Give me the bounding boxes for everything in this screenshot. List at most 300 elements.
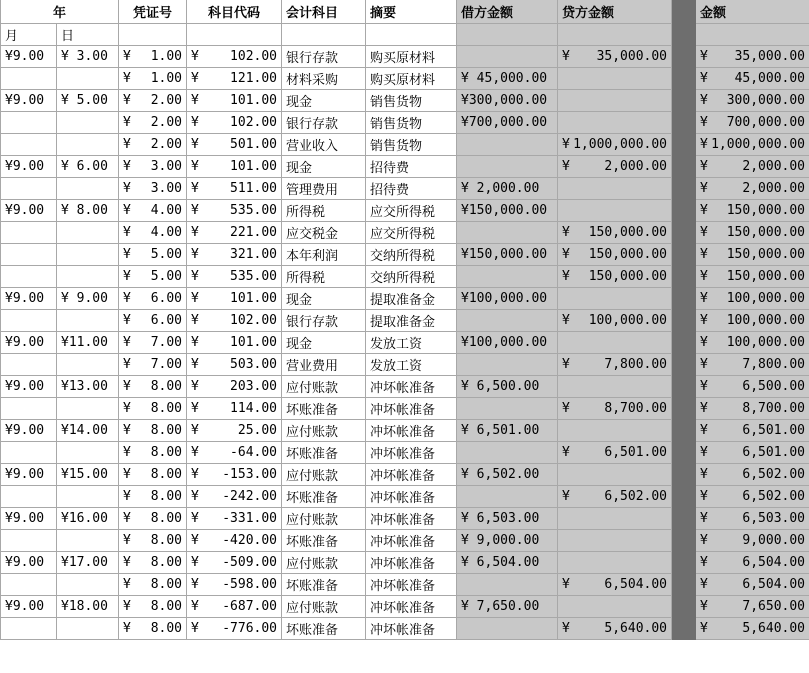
cell-month[interactable] <box>1 617 57 639</box>
cell-amount[interactable] <box>696 573 809 595</box>
cell-amount-value: 6,504.00 <box>742 576 806 592</box>
currency-symbol: ¥ <box>191 378 199 394</box>
cell-summary[interactable]: 应交所得税 <box>366 221 457 243</box>
cell-month[interactable]: ¥9.00 <box>1 419 57 441</box>
cell-voucher[interactable] <box>119 485 187 507</box>
cell-voucher[interactable] <box>119 397 187 419</box>
cell-summary[interactable]: 提取准备金 <box>366 309 457 331</box>
cell-month[interactable]: ¥9.00 <box>1 287 57 309</box>
cell-code[interactable] <box>187 507 282 529</box>
cell-account[interactable]: 应付账款 <box>282 507 366 529</box>
cell-summary[interactable]: 冲坏帐准备 <box>366 375 457 397</box>
cell-debit[interactable]: ¥150,000.00 <box>457 243 558 265</box>
cell-month[interactable]: ¥9.00 <box>1 375 57 397</box>
cell-debit[interactable]: ¥300,000.00 <box>457 89 558 111</box>
cell-month[interactable] <box>1 485 57 507</box>
cell-voucher[interactable] <box>119 265 187 287</box>
cell-credit[interactable] <box>558 507 672 529</box>
cell-day[interactable]: ¥11.00 <box>57 331 119 353</box>
cell-summary[interactable]: 冲坏帐准备 <box>366 485 457 507</box>
cell-month[interactable]: ¥9.00 <box>1 199 57 221</box>
cell-code[interactable] <box>187 67 282 89</box>
cell-account[interactable]: 营业收入 <box>282 133 366 155</box>
cell-code[interactable] <box>187 617 282 639</box>
cell-credit[interactable] <box>558 617 672 639</box>
cell-amount[interactable] <box>696 67 809 89</box>
cell-code[interactable] <box>187 133 282 155</box>
cell-credit[interactable] <box>558 595 672 617</box>
ledger-row <box>1 375 809 397</box>
cell-debit[interactable]: ¥150,000.00 <box>457 199 558 221</box>
cell-amount[interactable] <box>696 265 809 287</box>
empty-cell[interactable] <box>119 23 187 45</box>
cell-day[interactable] <box>57 485 119 507</box>
cell-summary[interactable]: 发放工资 <box>366 331 457 353</box>
cell-amount[interactable] <box>696 89 809 111</box>
cell-day[interactable]: ¥18.00 <box>57 595 119 617</box>
cell-credit[interactable] <box>558 353 672 375</box>
empty-cell[interactable] <box>457 23 558 45</box>
cell-amount[interactable] <box>696 595 809 617</box>
currency-symbol: ¥ <box>700 598 708 614</box>
cell-code[interactable] <box>187 573 282 595</box>
cell-amount[interactable] <box>696 331 809 353</box>
header-account[interactable]: 会计科目 <box>282 0 366 23</box>
currency-symbol: ¥ <box>123 114 131 130</box>
cell-month[interactable]: ¥9.00 <box>1 595 57 617</box>
cell-amount[interactable] <box>696 221 809 243</box>
currency-symbol: ¥ <box>700 92 708 108</box>
cell-voucher[interactable] <box>119 221 187 243</box>
cell-voucher[interactable] <box>119 573 187 595</box>
cell-debit[interactable] <box>457 45 558 67</box>
cell-credit-value: 150,000.00 <box>588 224 668 240</box>
cell-account[interactable]: 应付账款 <box>282 463 366 485</box>
cell-amount[interactable] <box>696 177 809 199</box>
cell-voucher[interactable] <box>119 45 187 67</box>
cell-amount[interactable] <box>696 111 809 133</box>
cell-summary[interactable]: 冲坏帐准备 <box>366 419 457 441</box>
cell-amount[interactable] <box>696 529 809 551</box>
cell-month[interactable]: ¥9.00 <box>1 507 57 529</box>
cell-day[interactable]: ¥ 8.00 <box>57 199 119 221</box>
cell-code[interactable] <box>187 111 282 133</box>
cell-day[interactable] <box>57 529 119 551</box>
cell-day[interactable]: ¥13.00 <box>57 375 119 397</box>
cell-code[interactable] <box>187 331 282 353</box>
cell-code[interactable] <box>187 441 282 463</box>
cell-amount[interactable] <box>696 485 809 507</box>
empty-cell[interactable] <box>558 23 672 45</box>
cell-debit[interactable] <box>457 309 558 331</box>
currency-symbol: ¥ <box>191 268 199 284</box>
cell-month[interactable] <box>1 265 57 287</box>
cell-account[interactable]: 现金 <box>282 89 366 111</box>
cell-voucher[interactable] <box>119 463 187 485</box>
cell-voucher[interactable] <box>119 111 187 133</box>
cell-summary[interactable]: 销售货物 <box>366 133 457 155</box>
empty-cell[interactable] <box>366 23 457 45</box>
cell-debit[interactable] <box>457 155 558 177</box>
cell-day[interactable] <box>57 353 119 375</box>
cell-summary[interactable]: 冲坏帐准备 <box>366 463 457 485</box>
cell-amount[interactable] <box>696 155 809 177</box>
cell-account[interactable]: 银行存款 <box>282 111 366 133</box>
cell-credit[interactable] <box>558 375 672 397</box>
cell-credit[interactable] <box>558 265 672 287</box>
cell-month[interactable]: ¥9.00 <box>1 331 57 353</box>
cell-credit[interactable] <box>558 155 672 177</box>
cell-code[interactable] <box>187 309 282 331</box>
cell-day[interactable] <box>57 177 119 199</box>
cell-account[interactable]: 银行存款 <box>282 309 366 331</box>
cell-account[interactable]: 坏账准备 <box>282 529 366 551</box>
currency-symbol: ¥ <box>123 554 131 570</box>
cell-month[interactable]: ¥9.00 <box>1 155 57 177</box>
cell-code[interactable] <box>187 89 282 111</box>
cell-account[interactable]: 材料采购 <box>282 67 366 89</box>
column-separator <box>672 23 696 45</box>
cell-credit[interactable] <box>558 551 672 573</box>
cell-voucher[interactable] <box>119 199 187 221</box>
cell-month[interactable]: ¥9.00 <box>1 551 57 573</box>
cell-account[interactable]: 现金 <box>282 155 366 177</box>
currency-symbol: ¥ <box>562 400 570 416</box>
cell-credit[interactable] <box>558 485 672 507</box>
cell-summary[interactable]: 冲坏帐准备 <box>366 551 457 573</box>
cell-amount-value: 6,502.00 <box>742 466 806 482</box>
cell-debit[interactable]: ¥700,000.00 <box>457 111 558 133</box>
cell-debit[interactable] <box>457 133 558 155</box>
cell-debit[interactable]: ¥ 7,650.00 <box>457 595 558 617</box>
cell-month[interactable]: ¥9.00 <box>1 463 57 485</box>
cell-day[interactable] <box>57 243 119 265</box>
currency-symbol: ¥ <box>191 136 199 152</box>
currency-symbol: ¥ <box>700 158 708 174</box>
cell-account[interactable]: 坏账准备 <box>282 573 366 595</box>
cell-summary[interactable]: 招待费 <box>366 177 457 199</box>
cell-debit[interactable] <box>457 353 558 375</box>
cell-voucher[interactable] <box>119 89 187 111</box>
cell-code[interactable] <box>187 45 282 67</box>
cell-day[interactable] <box>57 573 119 595</box>
cell-debit[interactable]: ¥ 45,000.00 <box>457 67 558 89</box>
cell-account[interactable]: 应付账款 <box>282 375 366 397</box>
cell-credit[interactable] <box>558 309 672 331</box>
cell-credit[interactable] <box>558 441 672 463</box>
cell-credit[interactable] <box>558 287 672 309</box>
cell-amount-value: 8,700.00 <box>742 400 806 416</box>
cell-month[interactable] <box>1 221 57 243</box>
cell-debit[interactable]: ¥ 6,503.00 <box>457 507 558 529</box>
cell-credit[interactable] <box>558 419 672 441</box>
cell-amount[interactable] <box>696 243 809 265</box>
cell-day[interactable] <box>57 441 119 463</box>
empty-cell[interactable] <box>282 23 366 45</box>
cell-account[interactable]: 应付账款 <box>282 551 366 573</box>
cell-credit[interactable] <box>558 89 672 111</box>
cell-voucher[interactable] <box>119 287 187 309</box>
cell-summary[interactable]: 冲坏帐准备 <box>366 595 457 617</box>
cell-summary[interactable]: 发放工资 <box>366 353 457 375</box>
cell-summary[interactable]: 交纳所得税 <box>366 243 457 265</box>
cell-debit[interactable]: ¥100,000.00 <box>457 287 558 309</box>
cell-code[interactable] <box>187 221 282 243</box>
cell-amount[interactable] <box>696 617 809 639</box>
cell-voucher[interactable] <box>119 441 187 463</box>
cell-amount[interactable] <box>696 353 809 375</box>
cell-voucher[interactable] <box>119 419 187 441</box>
cell-code[interactable] <box>187 419 282 441</box>
cell-month[interactable] <box>1 441 57 463</box>
cell-credit[interactable] <box>558 45 672 67</box>
currency-symbol: ¥ <box>700 114 708 130</box>
cell-debit[interactable]: ¥ 6,504.00 <box>457 551 558 573</box>
cell-code[interactable] <box>187 243 282 265</box>
cell-amount[interactable] <box>696 397 809 419</box>
cell-account[interactable]: 本年利润 <box>282 243 366 265</box>
cell-month[interactable] <box>1 397 57 419</box>
cell-month[interactable]: ¥9.00 <box>1 45 57 67</box>
cell-code[interactable] <box>187 375 282 397</box>
cell-voucher-value: 7.00 <box>150 356 183 372</box>
cell-month[interactable] <box>1 67 57 89</box>
cell-debit[interactable] <box>457 221 558 243</box>
cell-summary[interactable]: 购买原材料 <box>366 45 457 67</box>
cell-code[interactable] <box>187 353 282 375</box>
cell-account[interactable]: 坏账准备 <box>282 397 366 419</box>
cell-month[interactable] <box>1 177 57 199</box>
cell-account[interactable]: 银行存款 <box>282 45 366 67</box>
cell-debit[interactable]: ¥ 6,501.00 <box>457 419 558 441</box>
cell-code[interactable] <box>187 485 282 507</box>
cell-voucher[interactable] <box>119 353 187 375</box>
cell-code-value: 203.00 <box>230 378 278 394</box>
cell-account[interactable]: 现金 <box>282 331 366 353</box>
cell-voucher-value: 4.00 <box>150 202 183 218</box>
cell-summary[interactable]: 冲坏帐准备 <box>366 529 457 551</box>
cell-credit[interactable] <box>558 529 672 551</box>
cell-day[interactable]: ¥ 9.00 <box>57 287 119 309</box>
currency-symbol: ¥ <box>123 488 131 504</box>
cell-debit[interactable]: ¥100,000.00 <box>457 331 558 353</box>
cell-voucher[interactable] <box>119 595 187 617</box>
cell-month[interactable] <box>1 111 57 133</box>
cell-month[interactable] <box>1 353 57 375</box>
cell-summary[interactable]: 购买原材料 <box>366 67 457 89</box>
cell-amount[interactable] <box>696 199 809 221</box>
cell-summary[interactable]: 销售货物 <box>366 89 457 111</box>
cell-voucher[interactable] <box>119 155 187 177</box>
cell-debit[interactable] <box>457 441 558 463</box>
currency-symbol: ¥ <box>123 48 131 64</box>
cell-account[interactable]: 坏账准备 <box>282 441 366 463</box>
cell-account[interactable]: 坏账准备 <box>282 485 366 507</box>
cell-code[interactable] <box>187 529 282 551</box>
cell-voucher[interactable] <box>119 551 187 573</box>
cell-day[interactable]: ¥15.00 <box>57 463 119 485</box>
cell-credit[interactable] <box>558 133 672 155</box>
cell-credit[interactable] <box>558 67 672 89</box>
cell-summary[interactable]: 冲坏帐准备 <box>366 573 457 595</box>
cell-code[interactable] <box>187 595 282 617</box>
cell-amount[interactable] <box>696 287 809 309</box>
cell-voucher[interactable] <box>119 331 187 353</box>
cell-day[interactable] <box>57 67 119 89</box>
header-credit[interactable]: 贷方金额 <box>558 0 672 23</box>
cell-voucher[interactable] <box>119 309 187 331</box>
currency-symbol: ¥ <box>700 224 708 240</box>
header-month[interactable]: 月 <box>1 23 57 45</box>
cell-debit[interactable] <box>457 265 558 287</box>
cell-month[interactable] <box>1 133 57 155</box>
cell-day[interactable]: ¥ 3.00 <box>57 45 119 67</box>
column-separator <box>672 199 696 221</box>
cell-day[interactable] <box>57 309 119 331</box>
cell-summary[interactable]: 冲坏帐准备 <box>366 507 457 529</box>
cell-day[interactable] <box>57 265 119 287</box>
column-separator <box>672 0 696 23</box>
currency-symbol: ¥ <box>191 488 199 504</box>
currency-symbol: ¥ <box>562 444 570 460</box>
cell-day[interactable]: ¥14.00 <box>57 419 119 441</box>
cell-account[interactable]: 管理费用 <box>282 177 366 199</box>
cell-debit[interactable] <box>457 573 558 595</box>
cell-amount[interactable] <box>696 375 809 397</box>
cell-code[interactable] <box>187 463 282 485</box>
cell-month[interactable] <box>1 573 57 595</box>
cell-summary[interactable]: 冲坏帐准备 <box>366 441 457 463</box>
cell-account[interactable]: 应付账款 <box>282 419 366 441</box>
cell-code-value: -509.00 <box>222 554 278 570</box>
cell-code[interactable] <box>187 177 282 199</box>
cell-day[interactable]: ¥ 6.00 <box>57 155 119 177</box>
cell-day[interactable] <box>57 617 119 639</box>
ledger-row <box>1 309 809 331</box>
cell-amount[interactable] <box>696 45 809 67</box>
cell-voucher[interactable] <box>119 177 187 199</box>
cell-month[interactable] <box>1 309 57 331</box>
cell-credit[interactable] <box>558 331 672 353</box>
cell-voucher[interactable] <box>119 507 187 529</box>
currency-symbol: ¥ <box>123 444 131 460</box>
header-voucher[interactable]: 凭证号 <box>119 0 187 23</box>
cell-summary[interactable]: 销售货物 <box>366 111 457 133</box>
cell-code[interactable] <box>187 397 282 419</box>
cell-credit[interactable] <box>558 177 672 199</box>
cell-debit[interactable] <box>457 617 558 639</box>
header-day[interactable]: 日 <box>57 23 119 45</box>
cell-account[interactable]: 应付账款 <box>282 595 366 617</box>
cell-voucher[interactable] <box>119 375 187 397</box>
cell-code[interactable] <box>187 199 282 221</box>
cell-summary[interactable]: 交纳所得税 <box>366 265 457 287</box>
column-separator <box>672 353 696 375</box>
cell-day[interactable]: ¥17.00 <box>57 551 119 573</box>
cell-credit[interactable] <box>558 199 672 221</box>
cell-amount[interactable] <box>696 309 809 331</box>
cell-code[interactable] <box>187 551 282 573</box>
cell-month[interactable] <box>1 529 57 551</box>
cell-credit[interactable] <box>558 243 672 265</box>
cell-voucher[interactable] <box>119 133 187 155</box>
cell-account[interactable]: 现金 <box>282 287 366 309</box>
cell-voucher[interactable] <box>119 529 187 551</box>
cell-code-value: 535.00 <box>230 202 278 218</box>
cell-amount[interactable] <box>696 419 809 441</box>
cell-voucher[interactable] <box>119 243 187 265</box>
cell-debit[interactable] <box>457 485 558 507</box>
cell-debit[interactable]: ¥ 6,500.00 <box>457 375 558 397</box>
cell-day[interactable] <box>57 397 119 419</box>
cell-debit[interactable]: ¥ 6,502.00 <box>457 463 558 485</box>
cell-amount[interactable] <box>696 551 809 573</box>
cell-month[interactable]: ¥9.00 <box>1 89 57 111</box>
header-year[interactable]: 年 <box>1 0 119 23</box>
cell-day[interactable] <box>57 221 119 243</box>
ledger-row <box>1 573 809 595</box>
cell-credit[interactable] <box>558 397 672 419</box>
cell-account[interactable]: 坏账准备 <box>282 617 366 639</box>
cell-day[interactable]: ¥ 5.00 <box>57 89 119 111</box>
empty-cell[interactable] <box>187 23 282 45</box>
cell-code[interactable] <box>187 265 282 287</box>
cell-voucher-value: 8.00 <box>150 488 183 504</box>
cell-debit[interactable]: ¥ 2,000.00 <box>457 177 558 199</box>
cell-summary[interactable]: 冲坏帐准备 <box>366 397 457 419</box>
cell-summary[interactable]: 招待费 <box>366 155 457 177</box>
cell-code[interactable] <box>187 287 282 309</box>
cell-month[interactable] <box>1 243 57 265</box>
cell-amount-value: 5,640.00 <box>742 620 806 636</box>
cell-summary[interactable]: 提取准备金 <box>366 287 457 309</box>
header-summary[interactable]: 摘要 <box>366 0 457 23</box>
cell-account[interactable]: 应交税金 <box>282 221 366 243</box>
cell-day[interactable]: ¥16.00 <box>57 507 119 529</box>
currency-symbol: ¥ <box>123 268 131 284</box>
ledger-row <box>1 551 809 573</box>
cell-amount[interactable] <box>696 507 809 529</box>
column-separator <box>672 155 696 177</box>
header-code[interactable]: 科目代码 <box>187 0 282 23</box>
cell-credit[interactable] <box>558 463 672 485</box>
cell-account[interactable]: 所得税 <box>282 265 366 287</box>
cell-day[interactable] <box>57 133 119 155</box>
empty-cell[interactable] <box>696 23 809 45</box>
cell-amount[interactable] <box>696 133 809 155</box>
header-debit[interactable]: 借方金额 <box>457 0 558 23</box>
cell-credit[interactable] <box>558 221 672 243</box>
column-separator <box>672 331 696 353</box>
header-amount[interactable]: 金额 <box>696 0 809 23</box>
cell-code[interactable] <box>187 155 282 177</box>
cell-debit[interactable]: ¥ 9,000.00 <box>457 529 558 551</box>
cell-amount[interactable] <box>696 441 809 463</box>
cell-voucher[interactable] <box>119 67 187 89</box>
cell-amount[interactable] <box>696 463 809 485</box>
currency-symbol: ¥ <box>191 158 199 174</box>
cell-summary[interactable]: 应交所得税 <box>366 199 457 221</box>
cell-credit[interactable] <box>558 111 672 133</box>
cell-voucher-value: 8.00 <box>150 422 183 438</box>
cell-account[interactable]: 营业费用 <box>282 353 366 375</box>
cell-account[interactable]: 所得税 <box>282 199 366 221</box>
cell-credit[interactable] <box>558 573 672 595</box>
cell-voucher[interactable] <box>119 617 187 639</box>
cell-day[interactable] <box>57 111 119 133</box>
cell-summary[interactable]: 冲坏帐准备 <box>366 617 457 639</box>
cell-debit[interactable] <box>457 397 558 419</box>
